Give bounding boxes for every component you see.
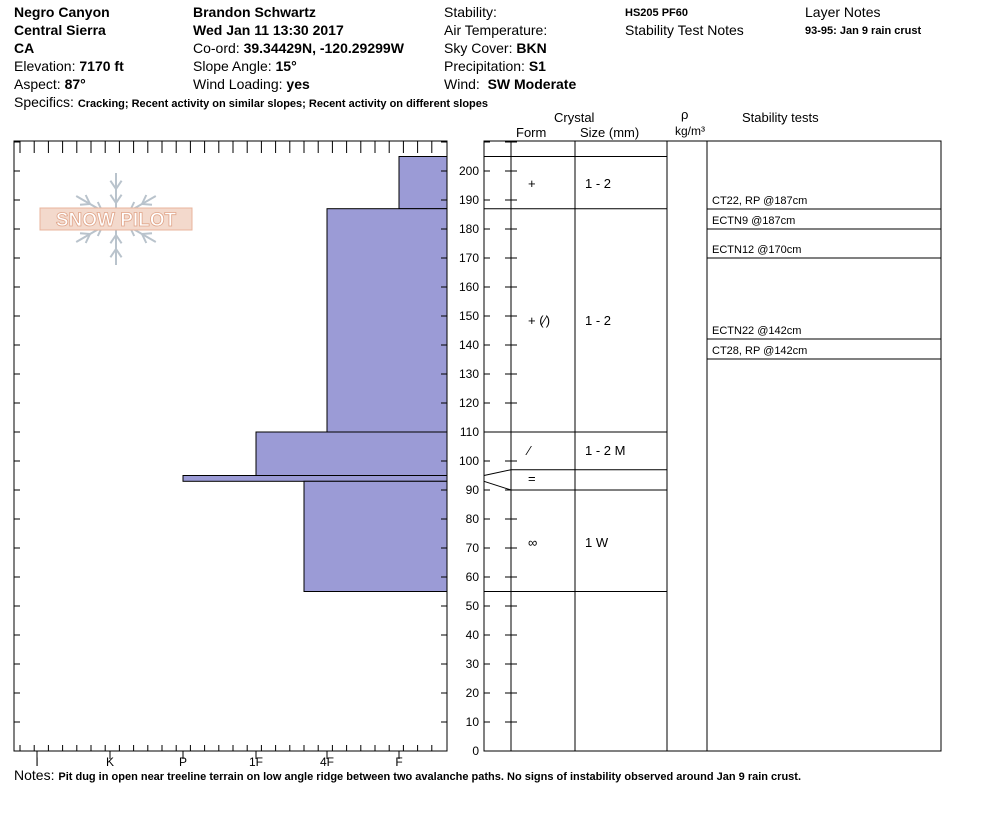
layer-form: ∞ [528, 535, 538, 550]
height-tick-label: 140 [458, 338, 479, 352]
precip-label: Precipitation: [444, 58, 525, 74]
height-tick-label: 30 [465, 657, 479, 671]
location-name: Negro Canyon [14, 4, 110, 20]
range-name: Central Sierra [14, 22, 106, 38]
height-tick-label: 130 [458, 367, 479, 381]
specifics-label: Specifics: [14, 94, 74, 110]
height-tick-label: 100 [458, 454, 479, 468]
layer-form: + (⁄) [528, 313, 551, 328]
logo-text: SNOW PILOT [55, 210, 177, 231]
height-tick-label: 40 [465, 628, 479, 642]
state-name: CA [14, 40, 35, 56]
aspect-value: 87° [64, 76, 86, 92]
observation-datetime: Wed Jan 11 13:30 2017 [193, 22, 344, 38]
hardness-tick-label: K [105, 755, 115, 769]
crystal-header: Crystal [554, 110, 595, 125]
hs-pf: HS205 PF60 [625, 7, 688, 19]
sky-value: BKN [516, 40, 547, 56]
snowflake-branch [142, 204, 152, 205]
hardness-bars [183, 157, 447, 592]
layer-form: ⁄ [528, 443, 531, 458]
coord-value: 39.34429N, -120.29299W [243, 40, 404, 56]
stability-test-label: ECTN22 @142cm [712, 325, 802, 337]
hardness-tick-label: 1F [248, 755, 264, 769]
layer-connector [484, 481, 511, 490]
stability-test-label: CT22, RP @187cm [712, 195, 808, 207]
stability-test-rows [707, 195, 941, 359]
layer-connector [484, 470, 511, 476]
wind-label: Wind: [444, 76, 480, 92]
density-unit: kg/m³ [675, 124, 705, 138]
layer-size: 1 - 2 M [585, 443, 626, 458]
height-tick-label: 50 [465, 599, 479, 613]
wind-loading-value: yes [286, 76, 310, 92]
hardness-tick-label: P [178, 755, 188, 769]
sky-label: Sky Cover: [444, 40, 513, 56]
snowflake-branch [142, 233, 152, 234]
hardness-tick-label: I [35, 755, 39, 769]
notes [14, 766, 801, 786]
stability-test-label: ECTN9 @187cm [712, 215, 796, 227]
wind-loading-label: Wind Loading: [193, 76, 283, 92]
size-header: Size (mm) [580, 125, 640, 140]
hardness-tick-label: 4F [319, 755, 335, 769]
hardness-bar [399, 157, 447, 209]
stability-test-label: ECTN12 @170cm [712, 244, 802, 256]
height-tick-label: 200 [458, 164, 479, 178]
layer-notes-title: Layer Notes [805, 4, 881, 20]
layer-form: = [528, 471, 536, 486]
height-tick-label: 180 [458, 222, 479, 236]
density-symbol: ρ [681, 107, 689, 122]
observer-name: Brandon Schwartz [193, 4, 316, 20]
hardness-tick-label: F [395, 755, 403, 769]
height-tick-label: 20 [465, 686, 479, 700]
height-tick-label: 170 [458, 251, 479, 265]
snowflake-branch [80, 204, 90, 205]
height-tick-label: 110 [459, 425, 479, 439]
height-tick-label: 80 [465, 512, 479, 526]
elevation-label: Elevation: [14, 58, 76, 74]
height-tick-label: 60 [465, 570, 479, 584]
hardness-bar [256, 432, 447, 476]
height-tick-label: 120 [458, 396, 479, 410]
stability-label: Stability: [444, 4, 497, 20]
elevation-value: 7170 ft [79, 58, 124, 74]
height-tick-label: 90 [465, 483, 479, 497]
precip-value: S1 [528, 58, 546, 74]
slope-value: 15° [275, 58, 297, 74]
layer-size: 1 W [585, 535, 609, 550]
specifics-value: Cracking; Recent activity on similar slopes; Recent activity on different slopes [77, 98, 488, 110]
hardness-bar [327, 209, 447, 432]
layer-note: 93-95: Jan 9 rain crust [805, 25, 922, 37]
stability-test-label: CT28, RP @142cm [712, 345, 808, 357]
hardness-bar [304, 481, 447, 591]
snowflake-branch [80, 233, 90, 234]
layer-size: 1 - 2 [585, 313, 612, 328]
height-tick-label: 10 [465, 715, 479, 729]
layer-size: 1 - 2 [585, 176, 612, 191]
air-temperature-label: Air Temperature: [444, 22, 548, 38]
form-header: Form [516, 125, 547, 140]
height-tick-label: 190 [458, 193, 479, 207]
stability-test-notes-label: Stability Test Notes [625, 22, 744, 38]
wind-value: SW Moderate [487, 76, 577, 92]
aspect-label: Aspect: [14, 76, 61, 92]
hardness-bar [183, 476, 447, 482]
stability-tests-header: Stability tests [742, 110, 819, 125]
snowpilot-logo [40, 173, 192, 265]
height-tick-label: 70 [465, 541, 479, 555]
layer-table-frame [484, 141, 941, 751]
notes-label: Notes: [14, 767, 55, 783]
layer-form: + [528, 176, 536, 191]
height-tick-label: 160 [458, 280, 479, 294]
coord-label: Co-ord: [193, 40, 240, 56]
height-tick-label: 0 [472, 744, 479, 758]
slope-label: Slope Angle: [193, 58, 272, 74]
height-tick-label: 150 [458, 309, 479, 323]
notes-value: Pit dug in open near treeline terrain on low angle ridge between two avalanche paths. No signs of instability observed around Jan 9 rain crust. [58, 771, 802, 783]
